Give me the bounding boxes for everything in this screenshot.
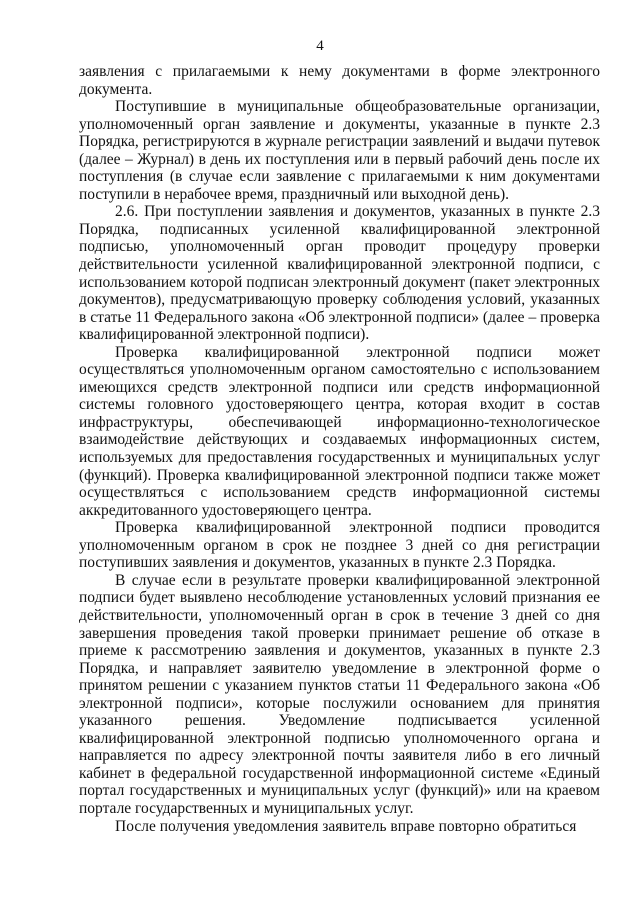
paragraph-rejection-notice: В случае если в результате проверки квалифицированной электронной подписи будет выявлено несоблюдение установленных условий признания ее действительности, уполномоченный орган в срок в течение 3 дней со дня завершения проведения такой проверки принимает решение об отказе в приеме к рассмотрению заявления и документов, указанных в пункте 2.3 Порядка, и направляет заявителю уведомление в электронной форме о принятом решении с указанием пунктов статьи 11 Федерального закона «Об электронной подписи», которые послужили основанием для принятия указанного решения. Уведомление подписывается усиленной квалифицированной электронной подписью уполномоченного органа и направляется по адресу электронной почты заявителя либо в его личный кабинет в федеральной государственной информационной системе «Единый портал государственных и муниципальных услуг (функций)» или на краевом портале государственных и муниципальных услуг.	[79, 571, 600, 817]
paragraph-registration: Поступившие в муниципальные общеобразовательные организации, уполномоченный орган заявление и документы, указанные в пункте 2.3 Порядка, регистрируются в журнале регистрации заявлений и выдачи путевок (далее – Журнал) в день их поступления или в первый рабочий день после их поступления (в случае если заявление с прилагаемыми к ним документами поступили в нерабочее время, праздничный или выходной день).	[79, 98, 600, 203]
document-body	[79, 63, 600, 835]
paragraph-section-2-6: 2.6. При поступлении заявления и документов, указанных в пункте 2.3 Порядка, подписанных усиленной квалифицированной электронной подписью, уполномоченный орган проводит процедуру проверки действительности усиленной квалифицированной электронной подписи, с использованием которой подписан электронный документ (пакет электронных документов), предусматривающую проверку соблюдения условий, указанных в статье 11 Федерального закона «Об электронной подписи» (далее – проверка квалифицированной электронной подписи).	[79, 203, 600, 344]
paragraph-repeat-application: После получения уведомления заявитель вправе повторно обратиться	[115, 817, 577, 835]
paragraph-continuation: заявления с прилагаемыми к нему документами в форме электронного документа.	[79, 63, 600, 98]
page-number: 4	[316, 38, 324, 54]
paragraph-signature-check-means: Проверка квалифицированной электронной подписи может осуществляться уполномоченным органом самостоятельно с использованием имеющихся средств электронной подписи или средств информационной системы головного удостоверяющего центра, которая входит в состав инфраструктуры, обеспечивающей информационно-технологическое взаимодействие действующих и создаваемых информационных систем, используемых для предоставления государственных и муниципальных услуг (функций). Проверка квалифицированной электронной подписи также может осуществляться с использованием средств информационной системы аккредитованного удостоверяющего центра.	[79, 343, 600, 519]
paragraph-signature-check-deadline: Проверка квалифицированной электронной подписи проводится уполномоченным органом в срок не позднее 3 дней со дня регистрации поступивших заявления и документов, указанных в пункте 2.3 Порядка.	[79, 519, 600, 572]
